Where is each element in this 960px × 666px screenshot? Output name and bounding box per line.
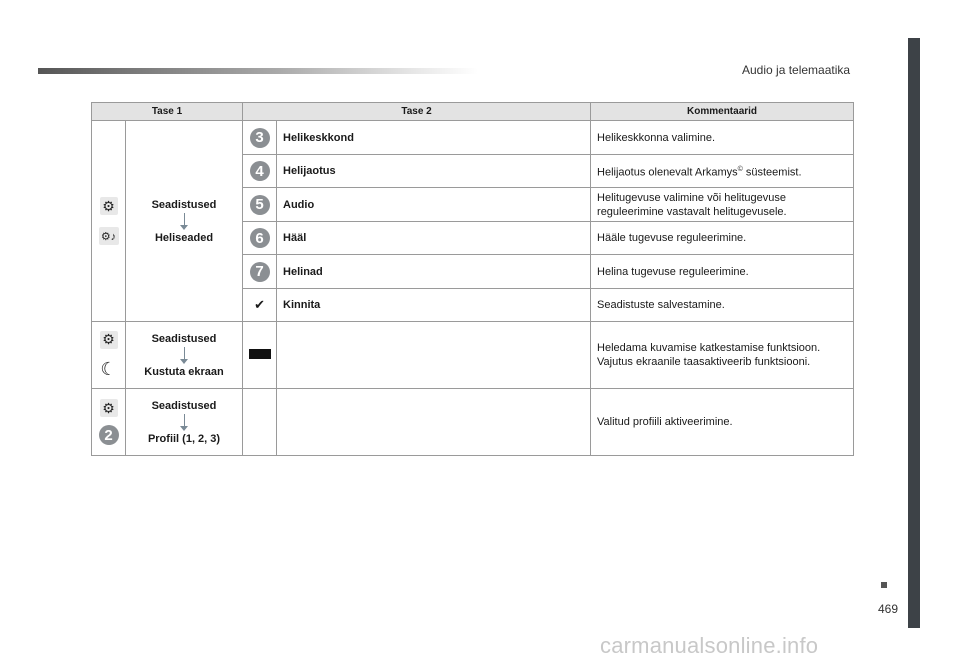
row-label: Helinad <box>277 255 591 289</box>
row-label: Helijaotus <box>277 155 591 188</box>
arrow-down-icon <box>126 414 242 431</box>
header-comments: Kommentaarid <box>591 103 854 121</box>
screen-category-cell <box>126 322 243 389</box>
table-header-row <box>92 103 854 121</box>
row-comment: Heledama kuvamise katkestamise funktsioon. Vajutus ekraanile taasaktiveerib funktsiooni. <box>591 322 854 389</box>
level1-settings-label: Seadistused <box>151 198 217 211</box>
row-label-empty <box>277 322 591 389</box>
number-badge-3: 3 <box>250 128 270 148</box>
arrow-down-icon <box>126 347 242 364</box>
settings-icon: ⚙ <box>100 399 118 417</box>
sound-category-cell <box>126 121 243 322</box>
level1-profile-label: Profiil (1, 2, 3) <box>147 432 221 445</box>
arrow-down-icon <box>126 213 242 230</box>
checkmark-icon: ✔ <box>254 297 265 312</box>
sound-icons-cell <box>92 121 126 322</box>
table-row <box>92 389 854 456</box>
level1-settings-label: Seadistused <box>151 399 217 412</box>
moon-icon: ☾ <box>100 358 117 379</box>
header-gradient-bar <box>38 68 478 74</box>
settings-table <box>91 102 854 456</box>
profile-category-cell <box>126 389 243 456</box>
level1-settings-label: Seadistused <box>151 332 217 345</box>
row-comment: Valitud profiili aktiveerimine. <box>591 389 854 456</box>
row-label-empty <box>277 389 591 456</box>
profile-icons-cell <box>92 389 126 456</box>
number-badge-2: 2 <box>99 425 119 445</box>
page-marker <box>881 582 887 588</box>
level1-sound-label: Heliseaded <box>154 231 214 244</box>
level1-screen-label: Kustuta ekraan <box>144 365 224 378</box>
row-label: Helikeskkond <box>277 121 591 155</box>
settings-icon: ⚙ <box>100 197 118 215</box>
table-row <box>92 121 854 155</box>
row-comment: Helina tugevuse reguleerimine. <box>591 255 854 289</box>
number-badge-4: 4 <box>250 161 270 181</box>
number-badge-6: 6 <box>250 228 270 248</box>
row-label: Kinnita <box>277 289 591 322</box>
section-title: Audio ja telemaatika <box>742 63 851 77</box>
row-label: Hääl <box>277 222 591 255</box>
row-comment: Helijaotus olenevalt Arkamys© süsteemist. <box>591 155 854 188</box>
row-comment: Hääle tugevuse reguleerimine. <box>591 222 854 255</box>
row-comment: Helitugevuse valimine või helitugevuse reguleerimine vastavalt helitugevusele. <box>591 188 854 222</box>
page-edge-bar <box>908 38 920 628</box>
row-comment: Helikeskkonna valimine. <box>591 121 854 155</box>
table-row <box>92 322 854 389</box>
screen-icons-cell <box>92 322 126 389</box>
header-level1: Tase 1 <box>92 103 243 121</box>
header-level2: Tase 2 <box>243 103 591 121</box>
settings-icon: ⚙ <box>100 331 118 349</box>
row-comment: Seadistuste salvestamine. <box>591 289 854 322</box>
sound-settings-icon: ⚙♪ <box>99 227 119 245</box>
number-badge-7: 7 <box>250 262 270 282</box>
page-number: 469 <box>878 602 899 616</box>
row-label: Audio <box>277 188 591 222</box>
row-num-empty <box>243 389 277 456</box>
watermark: carmanualsonline.info <box>600 633 819 658</box>
black-screen-icon <box>249 349 271 359</box>
number-badge-5: 5 <box>250 195 270 215</box>
